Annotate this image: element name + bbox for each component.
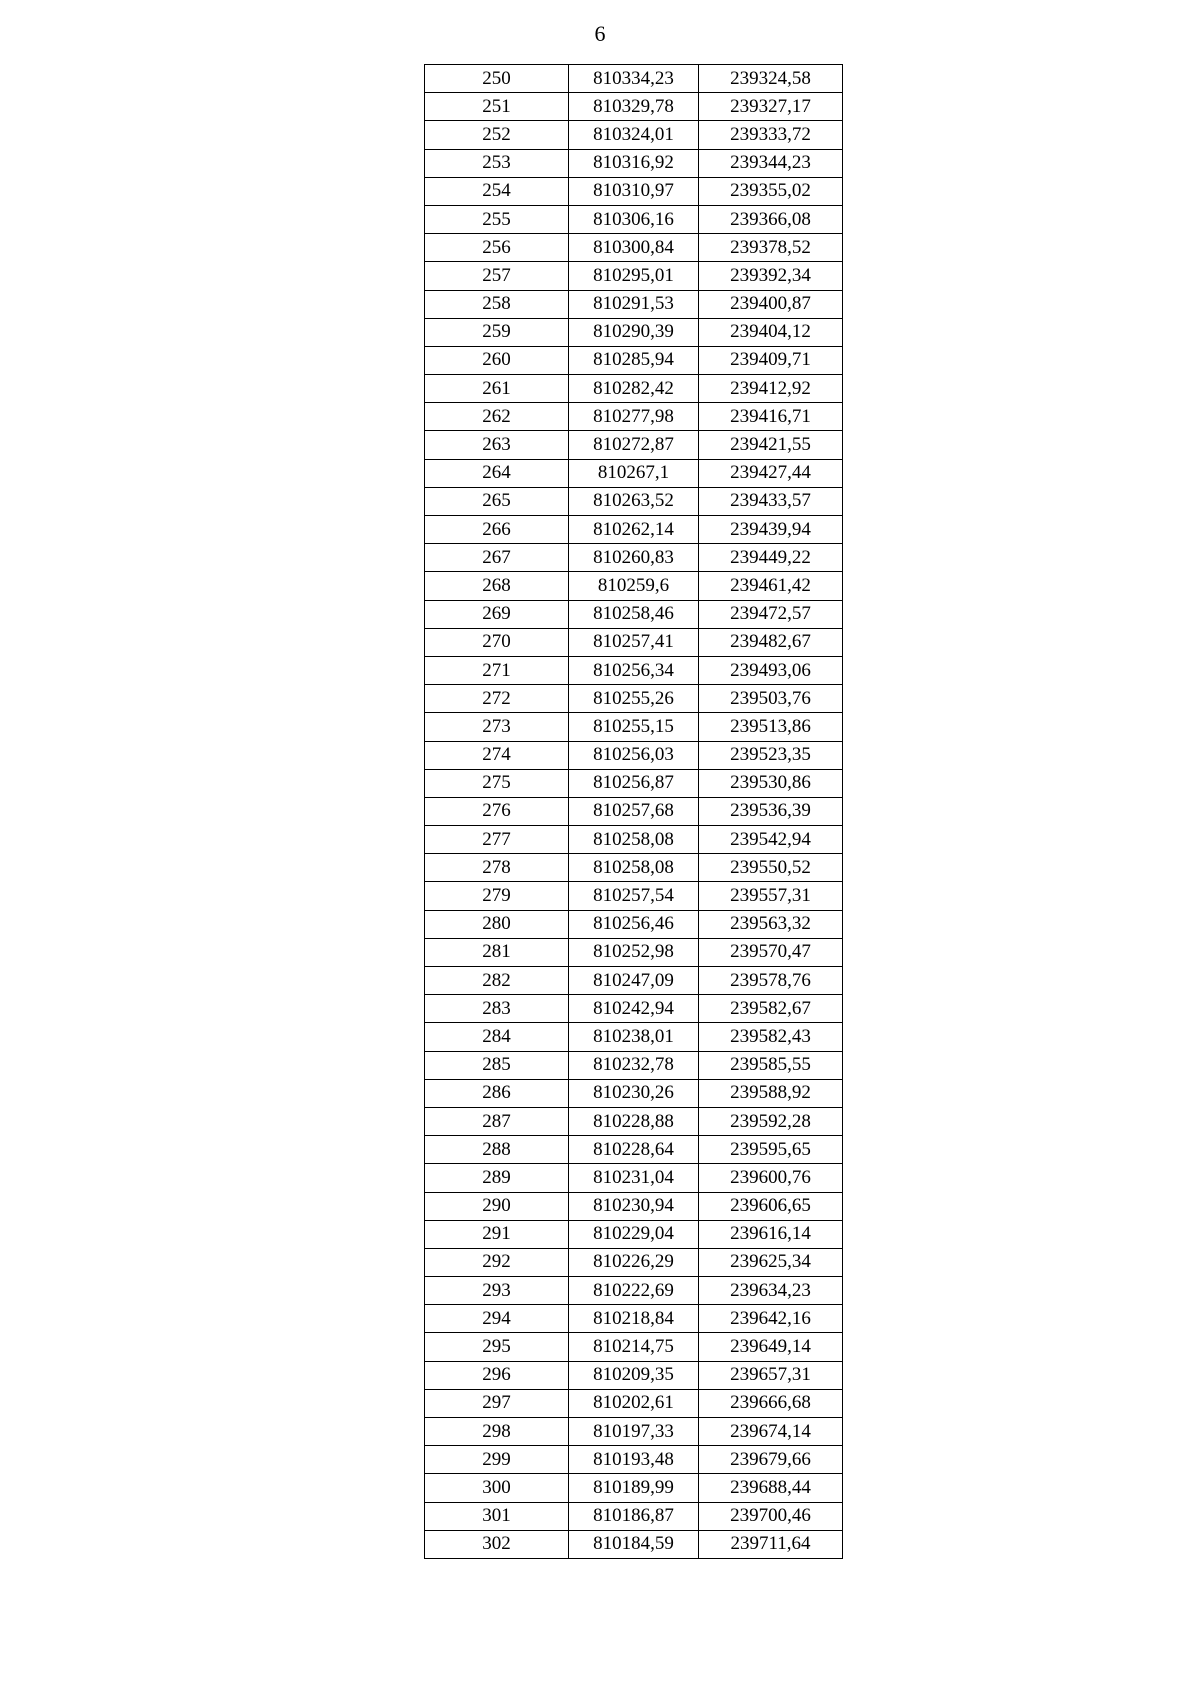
x-coordinate-cell: 810256,34 xyxy=(569,656,699,684)
table-row xyxy=(425,290,843,318)
y-coordinate-cell: 239333,72 xyxy=(699,121,843,149)
point-number-cell: 258 xyxy=(425,290,569,318)
y-coordinate-cell: 239578,76 xyxy=(699,967,843,995)
point-number-cell: 278 xyxy=(425,854,569,882)
point-number-cell: 293 xyxy=(425,1277,569,1305)
x-coordinate-cell: 810218,84 xyxy=(569,1305,699,1333)
table-row xyxy=(425,685,843,713)
x-coordinate-cell: 810263,52 xyxy=(569,487,699,515)
y-coordinate-cell: 239700,46 xyxy=(699,1502,843,1530)
table-row xyxy=(425,1051,843,1079)
y-coordinate-cell: 239427,44 xyxy=(699,459,843,487)
table-row xyxy=(425,1164,843,1192)
table-row xyxy=(425,1389,843,1417)
table-row xyxy=(425,516,843,544)
point-number-cell: 295 xyxy=(425,1333,569,1361)
y-coordinate-cell: 239536,39 xyxy=(699,797,843,825)
y-coordinate-cell: 239642,16 xyxy=(699,1305,843,1333)
table-row xyxy=(425,628,843,656)
table-row xyxy=(425,1502,843,1530)
table-row xyxy=(425,459,843,487)
page-number: 6 xyxy=(594,21,606,46)
table-row xyxy=(425,1136,843,1164)
table-row xyxy=(425,1192,843,1220)
y-coordinate-cell: 239711,64 xyxy=(699,1530,843,1558)
point-number-cell: 276 xyxy=(425,797,569,825)
point-number-cell: 298 xyxy=(425,1418,569,1446)
y-coordinate-cell: 239366,08 xyxy=(699,205,843,233)
x-coordinate-cell: 810310,97 xyxy=(569,177,699,205)
table-row xyxy=(425,234,843,262)
x-coordinate-cell: 810277,98 xyxy=(569,403,699,431)
table-row xyxy=(425,149,843,177)
y-coordinate-cell: 239550,52 xyxy=(699,854,843,882)
x-coordinate-cell: 810267,1 xyxy=(569,459,699,487)
y-coordinate-cell: 239625,34 xyxy=(699,1248,843,1276)
table-row xyxy=(425,121,843,149)
x-coordinate-cell: 810260,83 xyxy=(569,544,699,572)
point-number-cell: 250 xyxy=(425,65,569,93)
point-number-cell: 267 xyxy=(425,544,569,572)
point-number-cell: 301 xyxy=(425,1502,569,1530)
x-coordinate-cell: 810256,46 xyxy=(569,910,699,938)
y-coordinate-cell: 239513,86 xyxy=(699,713,843,741)
y-coordinate-cell: 239482,67 xyxy=(699,628,843,656)
y-coordinate-cell: 239679,66 xyxy=(699,1446,843,1474)
point-number-cell: 283 xyxy=(425,995,569,1023)
y-coordinate-cell: 239557,31 xyxy=(699,882,843,910)
table-row xyxy=(425,375,843,403)
point-number-cell: 282 xyxy=(425,967,569,995)
x-coordinate-cell: 810295,01 xyxy=(569,262,699,290)
x-coordinate-cell: 810258,08 xyxy=(569,826,699,854)
y-coordinate-cell: 239439,94 xyxy=(699,516,843,544)
table-row xyxy=(425,1023,843,1051)
x-coordinate-cell: 810262,14 xyxy=(569,516,699,544)
x-coordinate-cell: 810255,15 xyxy=(569,713,699,741)
coordinates-table xyxy=(424,64,843,1559)
point-number-cell: 288 xyxy=(425,1136,569,1164)
point-number-cell: 286 xyxy=(425,1079,569,1107)
y-coordinate-cell: 239530,86 xyxy=(699,769,843,797)
y-coordinate-cell: 239634,23 xyxy=(699,1277,843,1305)
table-row xyxy=(425,1446,843,1474)
x-coordinate-cell: 810290,39 xyxy=(569,318,699,346)
y-coordinate-cell: 239355,02 xyxy=(699,177,843,205)
y-coordinate-cell: 239416,71 xyxy=(699,403,843,431)
table-row xyxy=(425,1107,843,1135)
y-coordinate-cell: 239585,55 xyxy=(699,1051,843,1079)
table-row xyxy=(425,1333,843,1361)
x-coordinate-cell: 810258,08 xyxy=(569,854,699,882)
y-coordinate-cell: 239392,34 xyxy=(699,262,843,290)
y-coordinate-cell: 239666,68 xyxy=(699,1389,843,1417)
table-row xyxy=(425,544,843,572)
x-coordinate-cell: 810197,33 xyxy=(569,1418,699,1446)
x-coordinate-cell: 810184,59 xyxy=(569,1530,699,1558)
x-coordinate-cell: 810257,41 xyxy=(569,628,699,656)
x-coordinate-cell: 810259,6 xyxy=(569,572,699,600)
x-coordinate-cell: 810316,92 xyxy=(569,149,699,177)
y-coordinate-cell: 239606,65 xyxy=(699,1192,843,1220)
table-row xyxy=(425,995,843,1023)
y-coordinate-cell: 239449,22 xyxy=(699,544,843,572)
table-row xyxy=(425,572,843,600)
point-number-cell: 292 xyxy=(425,1248,569,1276)
point-number-cell: 259 xyxy=(425,318,569,346)
point-number-cell: 300 xyxy=(425,1474,569,1502)
point-number-cell: 255 xyxy=(425,205,569,233)
table-row xyxy=(425,1474,843,1502)
y-coordinate-cell: 239503,76 xyxy=(699,685,843,713)
x-coordinate-cell: 810186,87 xyxy=(569,1502,699,1530)
y-coordinate-cell: 239582,43 xyxy=(699,1023,843,1051)
point-number-cell: 263 xyxy=(425,431,569,459)
table-row xyxy=(425,797,843,825)
y-coordinate-cell: 239400,87 xyxy=(699,290,843,318)
x-coordinate-cell: 810334,23 xyxy=(569,65,699,93)
table-row xyxy=(425,1220,843,1248)
y-coordinate-cell: 239433,57 xyxy=(699,487,843,515)
table-row xyxy=(425,1079,843,1107)
x-coordinate-cell: 810230,94 xyxy=(569,1192,699,1220)
point-number-cell: 262 xyxy=(425,403,569,431)
point-number-cell: 289 xyxy=(425,1164,569,1192)
table-row xyxy=(425,600,843,628)
point-number-cell: 256 xyxy=(425,234,569,262)
x-coordinate-cell: 810232,78 xyxy=(569,1051,699,1079)
table-row xyxy=(425,1361,843,1389)
y-coordinate-cell: 239657,31 xyxy=(699,1361,843,1389)
x-coordinate-cell: 810228,64 xyxy=(569,1136,699,1164)
x-coordinate-cell: 810258,46 xyxy=(569,600,699,628)
y-coordinate-cell: 239600,76 xyxy=(699,1164,843,1192)
y-coordinate-cell: 239542,94 xyxy=(699,826,843,854)
y-coordinate-cell: 239344,23 xyxy=(699,149,843,177)
y-coordinate-cell: 239592,28 xyxy=(699,1107,843,1135)
table-row xyxy=(425,1305,843,1333)
point-number-cell: 271 xyxy=(425,656,569,684)
table-row xyxy=(425,346,843,374)
x-coordinate-cell: 810214,75 xyxy=(569,1333,699,1361)
table-row xyxy=(425,1248,843,1276)
point-number-cell: 284 xyxy=(425,1023,569,1051)
point-number-cell: 287 xyxy=(425,1107,569,1135)
point-number-cell: 273 xyxy=(425,713,569,741)
table-row xyxy=(425,769,843,797)
point-number-cell: 253 xyxy=(425,149,569,177)
table-row xyxy=(425,1277,843,1305)
point-number-cell: 299 xyxy=(425,1446,569,1474)
table-row xyxy=(425,741,843,769)
x-coordinate-cell: 810324,01 xyxy=(569,121,699,149)
table-row xyxy=(425,826,843,854)
y-coordinate-cell: 239674,14 xyxy=(699,1418,843,1446)
point-number-cell: 285 xyxy=(425,1051,569,1079)
point-number-cell: 257 xyxy=(425,262,569,290)
y-coordinate-cell: 239688,44 xyxy=(699,1474,843,1502)
table-row xyxy=(425,93,843,121)
coordinates-table-body xyxy=(425,65,843,1559)
point-number-cell: 270 xyxy=(425,628,569,656)
y-coordinate-cell: 239327,17 xyxy=(699,93,843,121)
x-coordinate-cell: 810193,48 xyxy=(569,1446,699,1474)
y-coordinate-cell: 239616,14 xyxy=(699,1220,843,1248)
x-coordinate-cell: 810231,04 xyxy=(569,1164,699,1192)
point-number-cell: 260 xyxy=(425,346,569,374)
table-row xyxy=(425,882,843,910)
point-number-cell: 272 xyxy=(425,685,569,713)
x-coordinate-cell: 810242,94 xyxy=(569,995,699,1023)
y-coordinate-cell: 239409,71 xyxy=(699,346,843,374)
y-coordinate-cell: 239412,92 xyxy=(699,375,843,403)
point-number-cell: 274 xyxy=(425,741,569,769)
y-coordinate-cell: 239461,42 xyxy=(699,572,843,600)
x-coordinate-cell: 810229,04 xyxy=(569,1220,699,1248)
table-row xyxy=(425,656,843,684)
y-coordinate-cell: 239378,52 xyxy=(699,234,843,262)
table-row xyxy=(425,318,843,346)
point-number-cell: 296 xyxy=(425,1361,569,1389)
y-coordinate-cell: 239404,12 xyxy=(699,318,843,346)
y-coordinate-cell: 239523,35 xyxy=(699,741,843,769)
y-coordinate-cell: 239563,32 xyxy=(699,910,843,938)
x-coordinate-cell: 810256,03 xyxy=(569,741,699,769)
point-number-cell: 280 xyxy=(425,910,569,938)
point-number-cell: 297 xyxy=(425,1389,569,1417)
x-coordinate-cell: 810329,78 xyxy=(569,93,699,121)
x-coordinate-cell: 810238,01 xyxy=(569,1023,699,1051)
x-coordinate-cell: 810222,69 xyxy=(569,1277,699,1305)
y-coordinate-cell: 239493,06 xyxy=(699,656,843,684)
y-coordinate-cell: 239595,65 xyxy=(699,1136,843,1164)
table-row xyxy=(425,65,843,93)
point-number-cell: 251 xyxy=(425,93,569,121)
x-coordinate-cell: 810228,88 xyxy=(569,1107,699,1135)
table-row xyxy=(425,910,843,938)
x-coordinate-cell: 810209,35 xyxy=(569,1361,699,1389)
x-coordinate-cell: 810306,16 xyxy=(569,205,699,233)
x-coordinate-cell: 810247,09 xyxy=(569,967,699,995)
x-coordinate-cell: 810282,42 xyxy=(569,375,699,403)
point-number-cell: 252 xyxy=(425,121,569,149)
point-number-cell: 275 xyxy=(425,769,569,797)
point-number-cell: 294 xyxy=(425,1305,569,1333)
y-coordinate-cell: 239588,92 xyxy=(699,1079,843,1107)
x-coordinate-cell: 810255,26 xyxy=(569,685,699,713)
x-coordinate-cell: 810230,26 xyxy=(569,1079,699,1107)
y-coordinate-cell: 239472,57 xyxy=(699,600,843,628)
y-coordinate-cell: 239582,67 xyxy=(699,995,843,1023)
x-coordinate-cell: 810226,29 xyxy=(569,1248,699,1276)
point-number-cell: 290 xyxy=(425,1192,569,1220)
point-number-cell: 266 xyxy=(425,516,569,544)
x-coordinate-cell: 810189,99 xyxy=(569,1474,699,1502)
table-row xyxy=(425,854,843,882)
point-number-cell: 279 xyxy=(425,882,569,910)
x-coordinate-cell: 810256,87 xyxy=(569,769,699,797)
x-coordinate-cell: 810202,61 xyxy=(569,1389,699,1417)
x-coordinate-cell: 810272,87 xyxy=(569,431,699,459)
y-coordinate-cell: 239649,14 xyxy=(699,1333,843,1361)
point-number-cell: 254 xyxy=(425,177,569,205)
x-coordinate-cell: 810291,53 xyxy=(569,290,699,318)
point-number-cell: 261 xyxy=(425,375,569,403)
table-row xyxy=(425,177,843,205)
table-row xyxy=(425,487,843,515)
point-number-cell: 291 xyxy=(425,1220,569,1248)
point-number-cell: 281 xyxy=(425,938,569,966)
table-row xyxy=(425,1530,843,1558)
table-row xyxy=(425,1418,843,1446)
table-row xyxy=(425,262,843,290)
point-number-cell: 302 xyxy=(425,1530,569,1558)
table-row xyxy=(425,967,843,995)
table-row xyxy=(425,713,843,741)
y-coordinate-cell: 239421,55 xyxy=(699,431,843,459)
y-coordinate-cell: 239324,58 xyxy=(699,65,843,93)
point-number-cell: 277 xyxy=(425,826,569,854)
x-coordinate-cell: 810257,68 xyxy=(569,797,699,825)
x-coordinate-cell: 810257,54 xyxy=(569,882,699,910)
table-row xyxy=(425,205,843,233)
table-row xyxy=(425,403,843,431)
point-number-cell: 269 xyxy=(425,600,569,628)
point-number-cell: 268 xyxy=(425,572,569,600)
x-coordinate-cell: 810300,84 xyxy=(569,234,699,262)
table-row xyxy=(425,938,843,966)
table-row xyxy=(425,431,843,459)
point-number-cell: 265 xyxy=(425,487,569,515)
x-coordinate-cell: 810252,98 xyxy=(569,938,699,966)
point-number-cell: 264 xyxy=(425,459,569,487)
y-coordinate-cell: 239570,47 xyxy=(699,938,843,966)
x-coordinate-cell: 810285,94 xyxy=(569,346,699,374)
